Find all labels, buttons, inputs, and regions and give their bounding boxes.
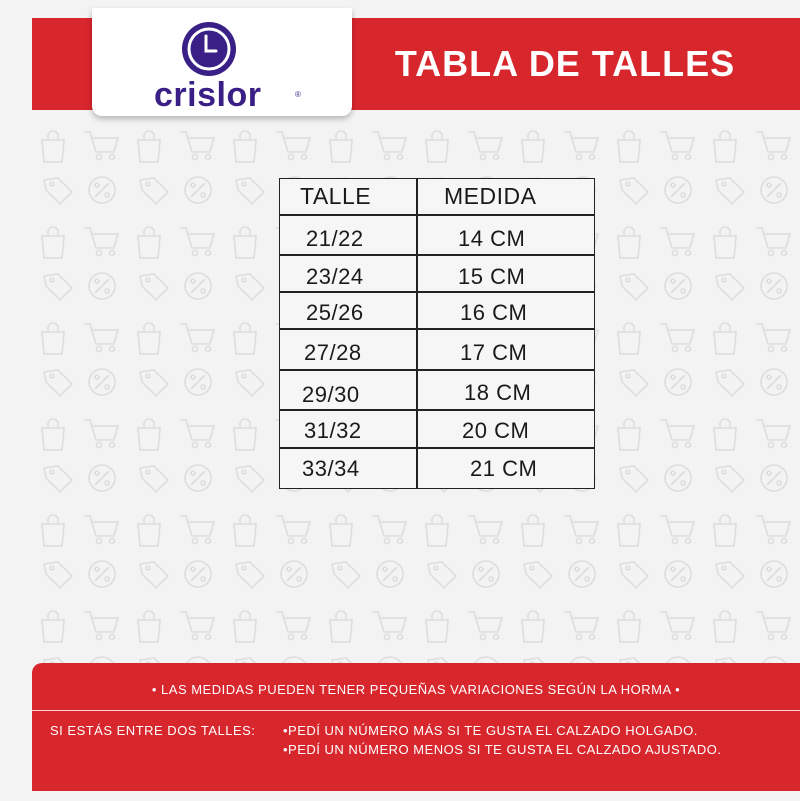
table-cell-talle: 23/24: [306, 264, 364, 289]
table-cell-medida: 17 CM: [460, 340, 528, 365]
table-cell-talle: 33/34: [302, 456, 360, 481]
table-cell-talle: 21/22: [306, 226, 364, 251]
row-divider: [280, 328, 594, 330]
column-divider: [416, 179, 418, 488]
size-table: [279, 178, 595, 489]
table-cell-medida: 18 CM: [464, 380, 532, 405]
table-cell-medida: 15 CM: [458, 264, 526, 289]
row-divider: [280, 254, 594, 256]
registered-mark: ®: [295, 90, 301, 99]
table-cell-talle: 31/32: [304, 418, 362, 443]
row-divider: [280, 369, 594, 371]
footer-divider: [32, 710, 800, 711]
logo-card: [92, 8, 352, 116]
table-cell-talle: 29/30: [302, 382, 360, 407]
footer-option-tighter: •PEDÍ UN NÚMERO MENOS SI TE GUSTA EL CALZADO AJUSTADO.: [283, 742, 722, 757]
table-cell-talle: 25/26: [306, 300, 364, 325]
footer-lead-text: SI ESTÁS ENTRE DOS TALLES:: [50, 723, 256, 738]
row-divider: [280, 409, 594, 411]
column-header-medida: MEDIDA: [444, 183, 537, 209]
row-divider: [280, 214, 594, 216]
footer-option-looser: •PEDÍ UN NÚMERO MÁS SI TE GUSTA EL CALZADO HOLGADO.: [283, 723, 698, 738]
brand-wordmark: crislor: [154, 76, 262, 114]
table-cell-medida: 14 CM: [458, 226, 526, 251]
row-divider: [280, 447, 594, 449]
table-cell-medida: 16 CM: [460, 300, 528, 325]
table-cell-medida: 20 CM: [462, 418, 530, 443]
page-title: TABLA DE TALLES: [394, 43, 736, 84]
table-cell-talle: 27/28: [304, 340, 362, 365]
clock-c-icon: [180, 20, 238, 78]
row-divider: [280, 291, 594, 293]
table-cell-medida: 21 CM: [470, 456, 538, 481]
footer-note: • LAS MEDIDAS PUEDEN TENER PEQUEÑAS VARIACIONES SEGÚN LA HORMA •: [151, 682, 681, 697]
column-header-talle: TALLE: [300, 183, 372, 209]
